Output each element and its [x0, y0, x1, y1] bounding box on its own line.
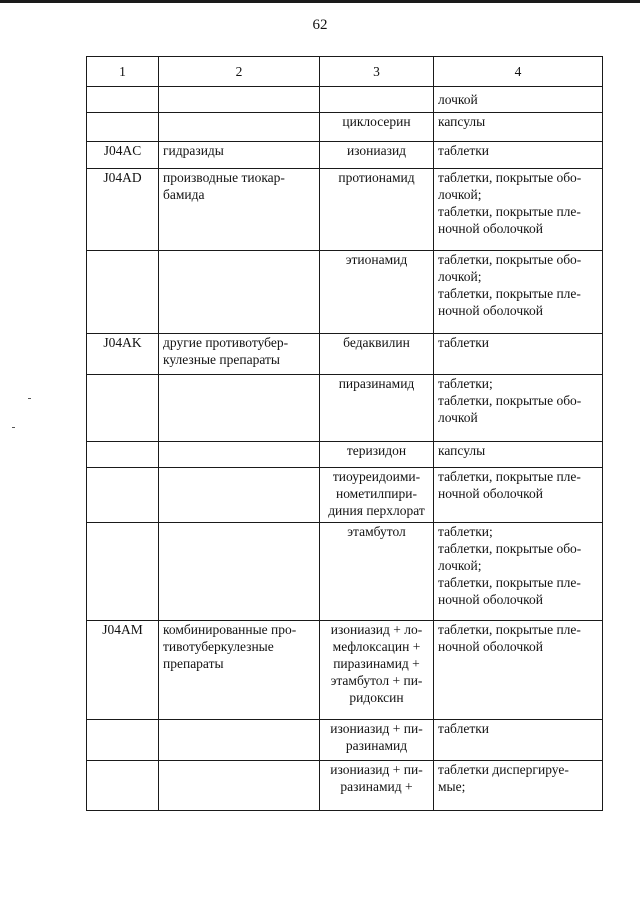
atc-code-cell: J04AK	[87, 334, 159, 375]
group-cell	[159, 375, 320, 442]
drug-name-cell: бедаквилин	[320, 334, 434, 375]
group-cell	[159, 761, 320, 811]
table-row	[87, 142, 603, 169]
atc-code-cell	[87, 761, 159, 811]
group-cell: другие противотубер- кулезные препараты	[159, 334, 320, 375]
group-cell: гидразиды	[159, 142, 320, 169]
header-row	[87, 57, 603, 87]
drug-name-cell: пиразинамид	[320, 375, 434, 442]
table-row	[87, 251, 603, 334]
dosage-form-cell: таблетки; таблетки, покрытые обо- лочкой; таблетки, покрытые пле- ночной оболочкой	[434, 523, 603, 621]
drug-name-cell: циклосерин	[320, 113, 434, 142]
drug-name-cell: изониазид + пи- разинамид +	[320, 761, 434, 811]
atc-code-cell: J04AC	[87, 142, 159, 169]
drug-name-cell: протионамид	[320, 169, 434, 251]
group-cell	[159, 87, 320, 113]
drug-table	[86, 56, 603, 811]
atc-code-cell	[87, 442, 159, 468]
drug-name-cell: этионамид	[320, 251, 434, 334]
drug-name-cell: изониазид + пи- разинамид	[320, 720, 434, 761]
dosage-form-cell: таблетки, покрытые обо- лочкой; таблетки, покрытые пле- ночной оболочкой	[434, 251, 603, 334]
table-body	[87, 87, 603, 811]
group-cell: комбинированные про- тивотуберкулезные препараты	[159, 621, 320, 720]
table-row	[87, 375, 603, 442]
dosage-form-cell: лочкой	[434, 87, 603, 113]
scan-mark	[28, 398, 31, 399]
drug-name-cell	[320, 87, 434, 113]
atc-code-cell	[87, 113, 159, 142]
atc-code-cell: J04AD	[87, 169, 159, 251]
drug-name-cell: этамбутол	[320, 523, 434, 621]
atc-code-cell	[87, 468, 159, 523]
header-cell-3: 3	[320, 57, 434, 87]
drug-name-cell: теризидон	[320, 442, 434, 468]
dosage-form-cell: таблетки	[434, 142, 603, 169]
group-cell	[159, 251, 320, 334]
drug-name-cell: тиоуреидоими- нометилпири- диния перхлорат	[320, 468, 434, 523]
dosage-form-cell: таблетки, покрытые обо- лочкой; таблетки, покрытые пле- ночной оболочкой	[434, 169, 603, 251]
header-cell-2: 2	[159, 57, 320, 87]
dosage-form-cell: таблетки, покрытые пле- ночной оболочкой	[434, 468, 603, 523]
group-cell: производные тиокар- бамида	[159, 169, 320, 251]
atc-code-cell: J04AM	[87, 621, 159, 720]
table-row	[87, 523, 603, 621]
table-row	[87, 442, 603, 468]
atc-code-cell	[87, 251, 159, 334]
table-row	[87, 87, 603, 113]
atc-code-cell	[87, 523, 159, 621]
group-cell	[159, 523, 320, 621]
atc-code-cell	[87, 87, 159, 113]
group-cell	[159, 442, 320, 468]
group-cell	[159, 468, 320, 523]
table-row	[87, 761, 603, 811]
dosage-form-cell: таблетки; таблетки, покрытые обо- лочкой	[434, 375, 603, 442]
table-row	[87, 169, 603, 251]
table-row	[87, 621, 603, 720]
dosage-form-cell: капсулы	[434, 442, 603, 468]
dosage-form-cell: таблетки	[434, 720, 603, 761]
header-cell-1: 1	[87, 57, 159, 87]
dosage-form-cell: таблетки	[434, 334, 603, 375]
table-row	[87, 720, 603, 761]
drug-name-cell: изониазид + ло- мефлоксацин + пиразинамид + этамбутол + пи- ридоксин	[320, 621, 434, 720]
scan-mark	[12, 427, 15, 428]
group-cell	[159, 720, 320, 761]
header-cell-4: 4	[434, 57, 603, 87]
atc-code-cell	[87, 720, 159, 761]
dosage-form-cell: таблетки, покрытые пле- ночной оболочкой	[434, 621, 603, 720]
top-border-line	[0, 0, 640, 3]
dosage-form-cell: капсулы	[434, 113, 603, 142]
atc-code-cell	[87, 375, 159, 442]
dosage-form-cell: таблетки диспергируе- мые;	[434, 761, 603, 811]
page-number: 62	[312, 17, 328, 33]
group-cell	[159, 113, 320, 142]
table-row	[87, 113, 603, 142]
table-row	[87, 468, 603, 523]
drug-name-cell: изониазид	[320, 142, 434, 169]
table-row	[87, 334, 603, 375]
